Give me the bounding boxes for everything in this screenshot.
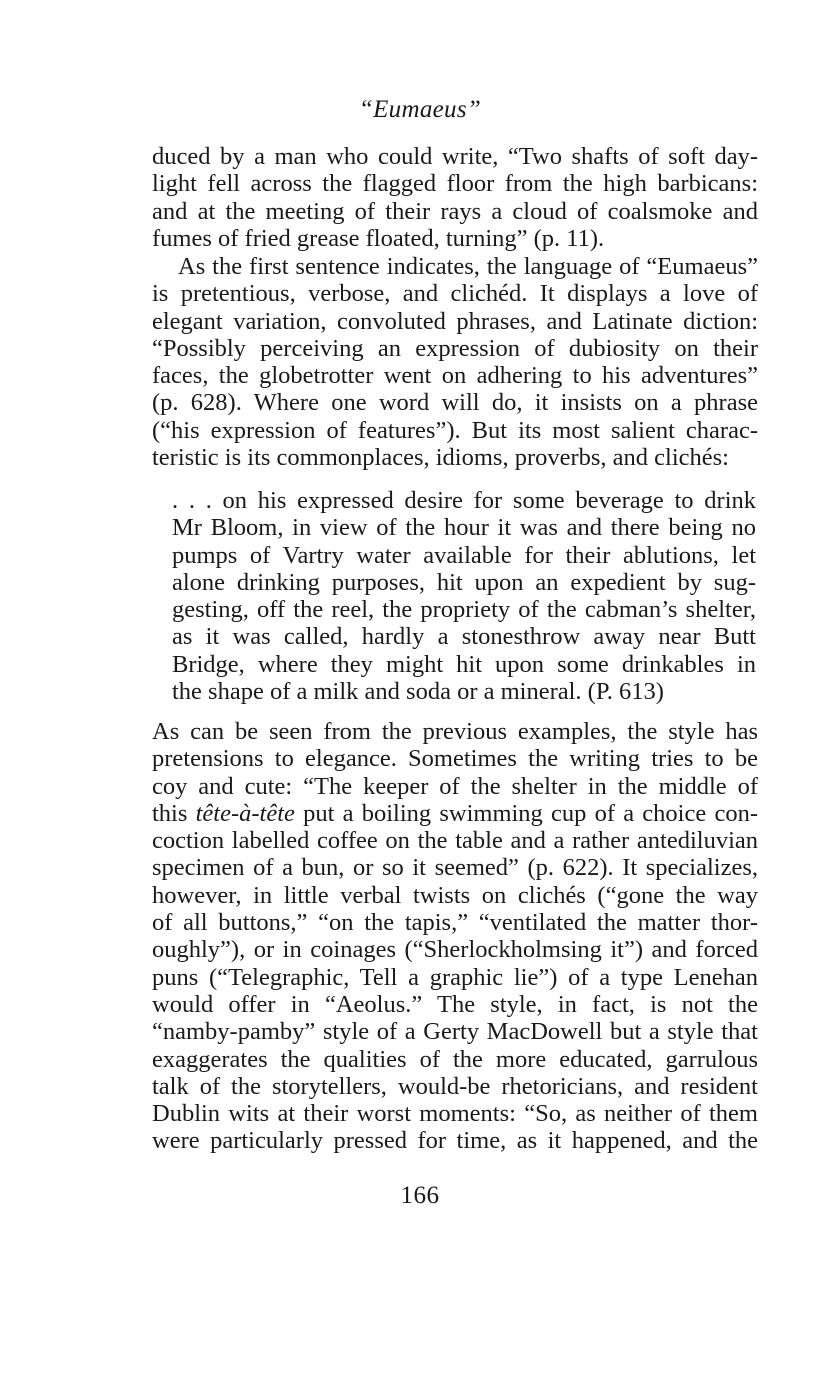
text-fragment: this — [152, 799, 196, 827]
quote-line: . . . on his expressed desire for some beverage to drink — [172, 487, 756, 514]
text-line: duced by a man who could write, “Two shafts of soft day- — [152, 143, 758, 170]
text-line: elegant variation, convoluted phrases, and Latinate diction: — [152, 307, 758, 335]
text-line: of all buttons,” “on the tapis,” “ventilated the matter thor- — [152, 909, 758, 937]
text-line: faces, the globetrotter went on adhering to his adventures” — [152, 362, 758, 390]
text-line: were particularly pressed for time, as it happened, and the — [152, 1127, 758, 1155]
quote-line: the shape of a milk and soda or a mineral. (P. 613) — [172, 678, 664, 706]
text-line: light fell across the flagged floor from the high barbicans: — [152, 170, 758, 198]
text-line: (p. 628). Where one word will do, it insists on a phrase — [152, 389, 758, 417]
text-line: “namby-pamby” style of a Gerty MacDowell but a style that — [152, 1018, 758, 1046]
text-line: is pretentious, verbose, and clichéd. It displays a love of — [152, 280, 758, 308]
text-line: talk of the storytellers, would-be rhetoricians, and resident — [152, 1072, 758, 1100]
text-line: fumes of fried grease floated, turning” (p. 11). — [152, 224, 605, 252]
text-line: As can be seen from the previous examples, the style has — [152, 718, 758, 745]
paragraph-2 — [152, 253, 758, 471]
text-line — [152, 800, 758, 827]
text-line: teristic is its commonplaces, idioms, proverbs, and clichés: — [152, 444, 729, 472]
paragraph-3 — [152, 718, 758, 1155]
text-line: oughly”), or in coinages (“Sherlockholmsing it”) and forced — [152, 936, 758, 964]
text-line: coy and cute: “The keeper of the shelter in the middle of — [152, 772, 758, 800]
text-line: Dublin wits at their worst moments: “So, as neither of them — [152, 1100, 758, 1128]
page-number: 166 — [400, 1182, 440, 1209]
text-line: “Possibly perceiving an expression of dubiosity on their — [152, 334, 758, 362]
text-line: would offer in “Aeolus.” The style, in fact, is not the — [152, 990, 758, 1018]
text-line: and at the meeting of their rays a cloud of coalsmoke and — [152, 197, 758, 225]
italic-phrase: tête-à-tête — [195, 799, 295, 827]
quote-line: Mr Bloom, in view of the hour it was and there being no — [172, 514, 756, 542]
text-line: As the first sentence indicates, the language of “Eumaeus” — [178, 253, 758, 280]
quote-line: Bridge, where they might hit upon some drinkables in — [172, 650, 756, 678]
quote-line: pumps of Vartry water available for their ablutions, let — [172, 541, 756, 569]
quote-line: as it was called, hardly a stonesthrow away near Butt — [172, 623, 756, 651]
text-line: puns (“Telegraphic, Tell a graphic lie”) of a type Lenehan — [152, 963, 758, 991]
quote-line: alone drinking purposes, hit upon an expedient by sug- — [172, 568, 756, 596]
text-line: coction labelled coffee on the table and a rather antediluvian — [152, 827, 758, 855]
text-line: exaggerates the qualities of the more educated, garrulous — [152, 1045, 758, 1073]
text-line: pretensions to elegance. Sometimes the writing tries to be — [152, 745, 758, 773]
block-quote — [172, 487, 756, 705]
running-head: “Eumaeus” — [358, 96, 482, 123]
paragraph-1 — [152, 143, 758, 252]
text-line: specimen of a bun, or so it seemed” (p. 622). It specializes, — [152, 854, 758, 882]
quote-line: gesting, off the reel, the propriety of the cabman’s shelter, — [172, 596, 756, 624]
text-line: however, in little verbal twists on clichés (“gone the way — [152, 881, 758, 909]
text-line: (“his expression of features”). But its most salient charac- — [152, 416, 758, 444]
text-fragment: put a boiling swimming cup of a choice con- — [294, 799, 758, 827]
